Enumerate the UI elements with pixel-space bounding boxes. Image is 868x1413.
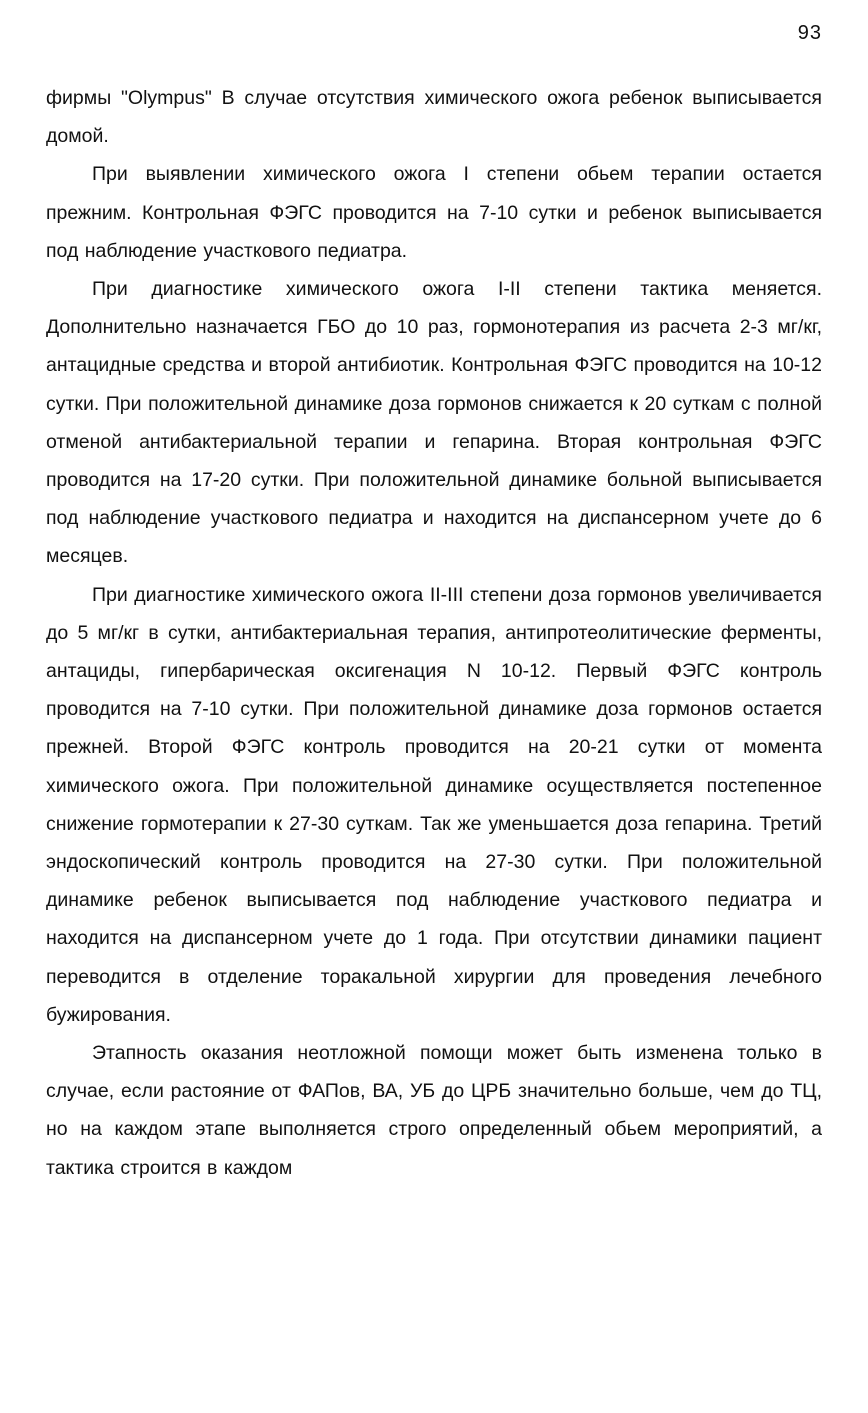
paragraph-1: фирмы "Olympus" В случае отсутствия химического ожога ребенок выписывается домой. xyxy=(46,87,822,148)
paragraph-4: При диагностике химического ожога II-III степени доза гормонов увеличивается до 5 мг/кг в сутки, антибактериальная терапия, антипротеолитические ферменты, антациды, гипербарическая оксигенация N 10-12. Первый ФЭГС контроль проводится на 7-10 сутки. При положительной динамике доза гормонов остается прежней. Второй ФЭГС контроль проводится на 20-21 сутки от момента химического ожога. При положительной динамике осуществляется постепенное снижение гормотерапии к 27-30 суткам. Так же уменьшается доза гепарина. Третий эндоскопический контроль проводится на 27-30 сутки. При положительной динамике ребенок выписывается под наблюдение участкового педиатра и находится на диспансерном учете до 1 года. При отсутствии динамики пациент переводится в отделение торакальной хирургии для проведения лечебного бужирования. xyxy=(46,583,822,1026)
paragraph-2: При выявлении химического ожога I степени обьем терапии остается прежним. Контрольная ФЭГС проводится на 7-10 сутки и ребенок выписывается под наблюдение участкового педиатра. xyxy=(46,163,822,262)
document-body xyxy=(46,79,822,1187)
paragraph-5: Этапность оказания неотложной помощи может быть изменена только в случае, если растояние от ФАПов, ВА, УБ до ЦРБ значительно больше, чем до ТЦ, но на каждом этапе выполняется строго определенный обьем мероприятий, а тактика строится в каждом xyxy=(46,1042,822,1179)
paragraph-3: При диагностике химического ожога I-II степени тактика меняется. Дополнительно назначается ГБО до 10 раз, гормонотерапия из расчета 2-3 мг/кг, антацидные средства и второй антибиотик. Контрольная ФЭГС проводится на 10-12 сутки. При положительной динамике доза гормонов снижается к 20 суткам с полной отменой антибактериальной терапии и гепарина. Вторая контрольная ФЭГС проводится на 17-20 сутки. При положительной динамике больной выписывается под наблюдение участкового педиатра и находится на диспансерном учете до 6 месяцев. xyxy=(46,278,822,568)
page-number: 93 xyxy=(797,22,822,44)
